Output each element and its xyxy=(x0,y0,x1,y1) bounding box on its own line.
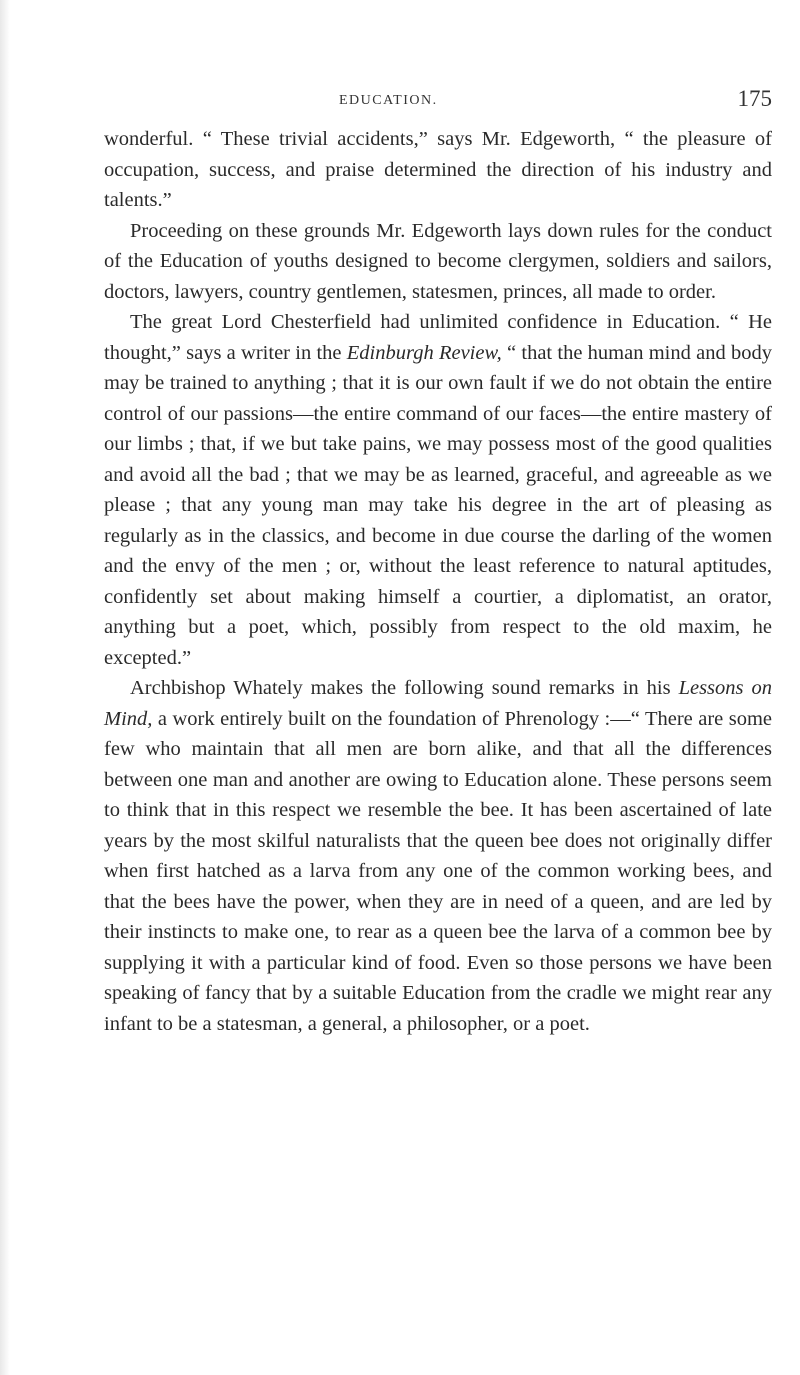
paragraph-text: Proceeding on these grounds Mr. Edgeworth lays down rules for the conduct of the Education of youths designed to become clergymen, soldiers and sailors, doctors, lawyers, country gentlemen, statesmen, princes, all made to order. xyxy=(104,219,772,303)
paragraph-text: Archbishop Whately makes the following sound remarks in his xyxy=(130,677,679,699)
paragraph xyxy=(104,216,772,308)
paragraph xyxy=(104,673,772,1039)
body-text xyxy=(104,124,772,1039)
page-edge-shadow xyxy=(0,0,10,1375)
paragraph xyxy=(104,124,772,216)
paragraph-text: The great Lord Chesterfield had unlimited confidence in Education. “ He thought,” says a writer in the xyxy=(104,311,772,364)
paragraph-text: “ that the human mind and body may be trained to anything ; that it is our own fault if we do not obtain the entire control of our passions—the entire command of our faces—the entire mastery of our limbs ; that, if we but take pains, we may possess most of the good qualities and avoid all the bad ; that we may be as learned, graceful, and agreeable as we please ; that any young man may take his degree in the art of pleasing as regularly as in the classics, and become in due course the darling of the women and the envy of the men ; or, without the least reference to natural aptitudes, confidently set about making himself a courtier, a diplomatist, an orator, anything but a poet, which, possibly from respect to the old maxim, he excepted.” xyxy=(104,341,772,669)
paragraph-text: wonderful. “ These trivial accidents,” says Mr. Edgeworth, “ the pleasure of occupation, success, and praise determined the direction of his industry and talents.” xyxy=(104,128,772,211)
italic-title-edinburgh-review: Edinburgh Review, xyxy=(346,341,502,364)
paragraph xyxy=(104,307,772,673)
paragraph-text: a work entirely built on the foundation of Phrenology :—“ There are some few who maintain that all men are born alike, and that all the differences between one man and another are owing to Education alone. These persons seem to think that in this respect we resemble the bee. It has been ascertained of late years by the most skilful naturalists that the queen bee does not originally differ when first hatched as a larva from any one of the common working bees, and that the bees have the power, when they are in need of a queen, and are led by their instincts to make one, to rear as a queen bee the larva of a common bee by supplying it with a particular kind of food. Even so those persons we have been speaking of fancy that by a suitable Education from the cradle we might rear any infant to be a statesman, a general, a philosopher, or a poet. xyxy=(104,707,772,1035)
italic-title-lessons-on-mind: Lessons on Mind, xyxy=(104,677,772,730)
running-head: EDUCATION. xyxy=(339,93,438,108)
page-header xyxy=(104,86,772,120)
page-number: 175 xyxy=(737,86,772,111)
